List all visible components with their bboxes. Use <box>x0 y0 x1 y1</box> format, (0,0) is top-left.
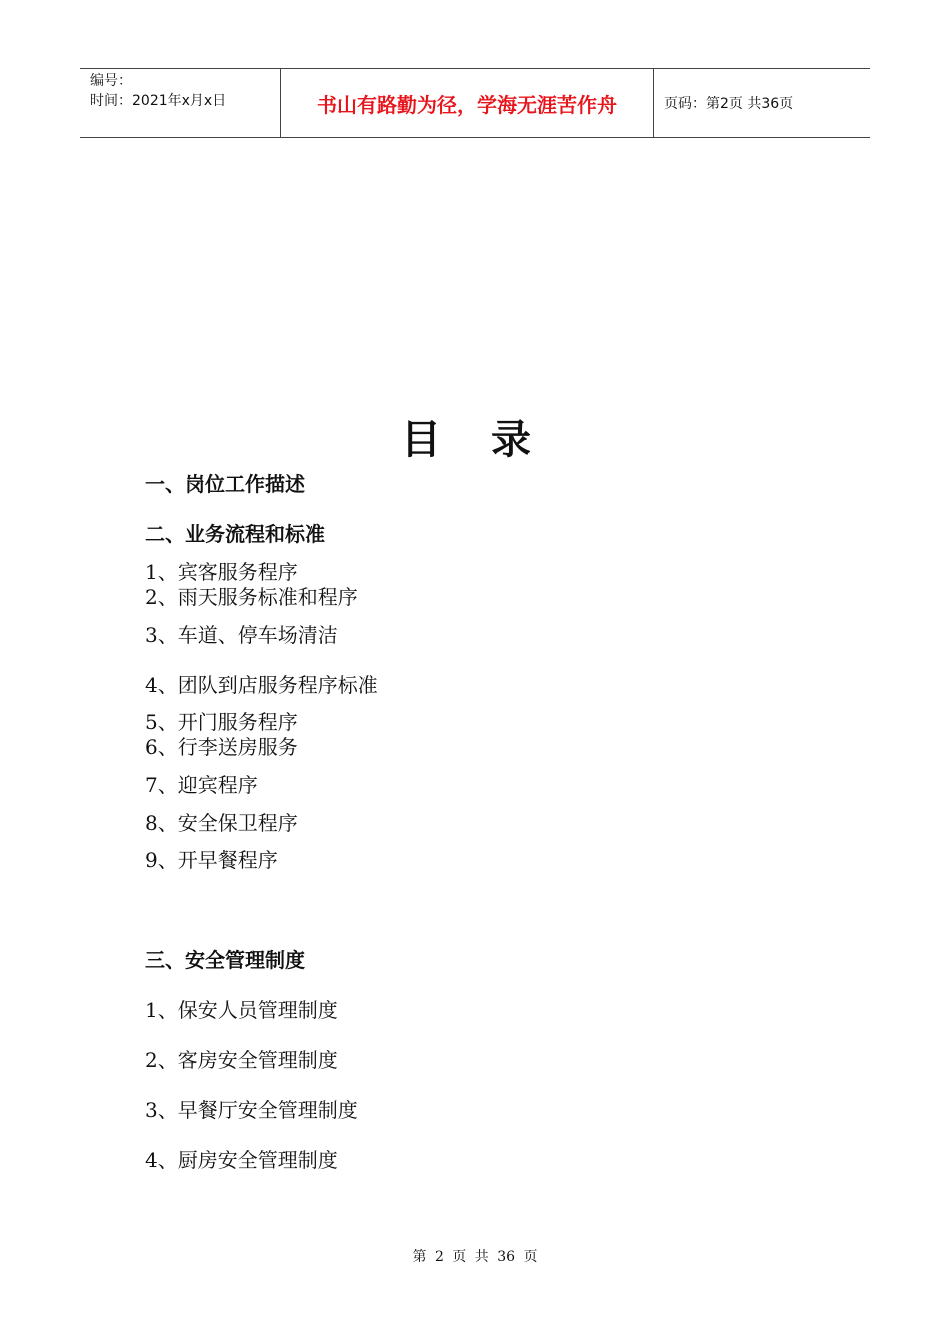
toc-item: 4、团队到店服务程序标准 <box>145 673 378 697</box>
page-header <box>80 68 870 138</box>
page-footer: 第 2 页 共 36 页 <box>412 1249 538 1265</box>
section-heading-3: 三、安全管理制度 <box>145 948 305 972</box>
toc-item: 9、开早餐程序 <box>145 848 278 872</box>
toc-item: 4、厨房安全管理制度 <box>145 1148 338 1172</box>
toc-item: 8、安全保卫程序 <box>145 811 298 835</box>
toc-item: 1、宾客服务程序 <box>145 560 298 584</box>
header-meta-cell <box>80 69 281 137</box>
toc-item: 5、开门服务程序 <box>145 710 298 734</box>
section-heading-2: 二、业务流程和标准 <box>145 522 325 546</box>
toc-item: 2、客房安全管理制度 <box>145 1048 338 1072</box>
date-line: 时间：2021年x月x日 <box>90 93 227 109</box>
header-page-info: 页码：第2页 共36页 <box>664 96 794 112</box>
toc-item: 2、雨天服务标准和程序 <box>145 585 358 609</box>
toc-item: 3、早餐厅安全管理制度 <box>145 1098 358 1122</box>
toc-item: 7、迎宾程序 <box>145 773 258 797</box>
toc-item: 1、保安人员管理制度 <box>145 998 338 1022</box>
toc-title: 目 录 <box>401 417 549 463</box>
section-heading-1: 一、岗位工作描述 <box>145 472 305 496</box>
serial-number-label: 编号： <box>90 73 132 89</box>
toc-item: 3、车道、停车场清洁 <box>145 623 338 647</box>
toc-item: 6、行李送房服务 <box>145 735 298 759</box>
header-motto: 书山有路勤为径，学海无涯苦作舟 <box>281 69 654 137</box>
